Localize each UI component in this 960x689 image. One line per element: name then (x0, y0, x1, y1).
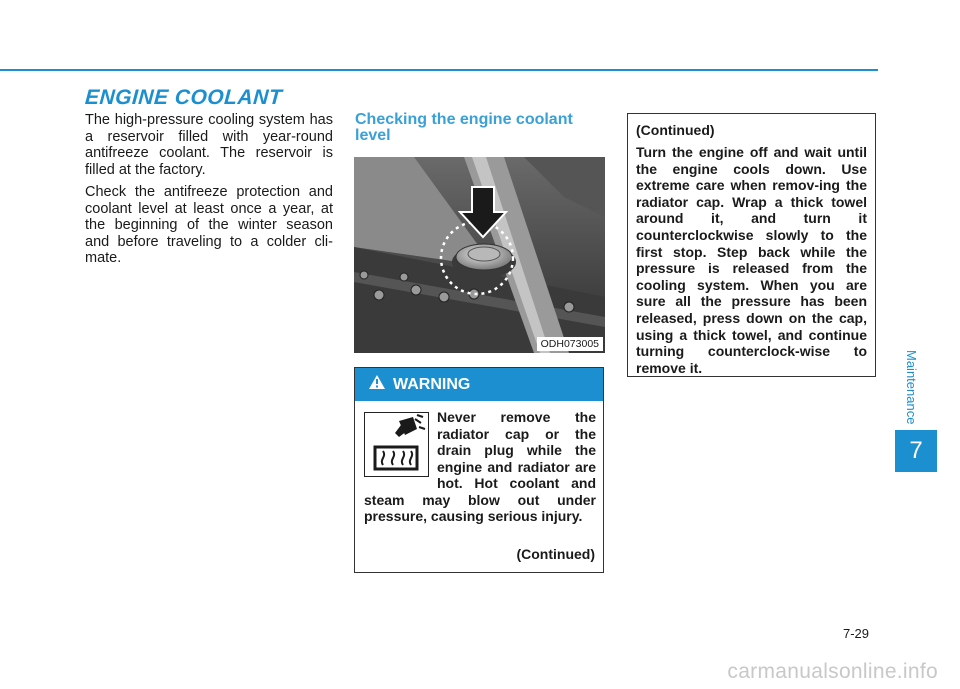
warning-continued: (Continued) (516, 546, 595, 562)
chapter-number-tab: 7 (895, 430, 937, 472)
continued-warning-box (627, 113, 876, 377)
hot-coolant-icon (364, 412, 429, 477)
header-rule (0, 69, 878, 71)
intro-paragraph-1: The high-pressure cooling system has a reservoir filled with year-round antifreeze coolant. The reservoir is filled at the factory. (85, 112, 333, 178)
continued-header: (Continued) (636, 122, 715, 138)
radiator-cap-photo (354, 157, 605, 353)
intro-text (85, 112, 333, 273)
subsection-title: Checking the engine coolant level (355, 111, 573, 144)
warning-label: WARNING (393, 375, 471, 393)
chapter-label: Maintenance (904, 349, 919, 425)
warning-text: Never remove the radiator cap or the drain plug while the engine and radiator are hot. Hot coolant and steam may blow out under pressure, causing serious injury. (364, 409, 596, 524)
warning-header (355, 368, 603, 401)
continued-text: Turn the engine off and wait until the engine cools down. Use extreme care when remov-ing the radiator cap. Wrap a thick towel around it, and turn it counterclockwise slowly to the first stop. Step back while the pressure is released from the cooling system. When you are sure all the pressure has been released, press down on the cap, using a thick towel, and continue turning counterclock-wise to remove it. (636, 144, 867, 376)
page-number: 7-29 (843, 626, 870, 641)
warning-box (354, 367, 604, 573)
section-title: ENGINE COOLANT (84, 86, 284, 109)
watermark: carmanualsonline.info (727, 660, 938, 683)
image-code: ODH073005 (537, 337, 603, 351)
engine-bay-illustration (354, 157, 605, 353)
warning-triangle-icon (369, 375, 385, 394)
intro-paragraph-2: Check the antifreeze protection and coolant level at least once a year, at the beginning of the winter season and before traveling to a colder cli-mate. (85, 184, 333, 266)
